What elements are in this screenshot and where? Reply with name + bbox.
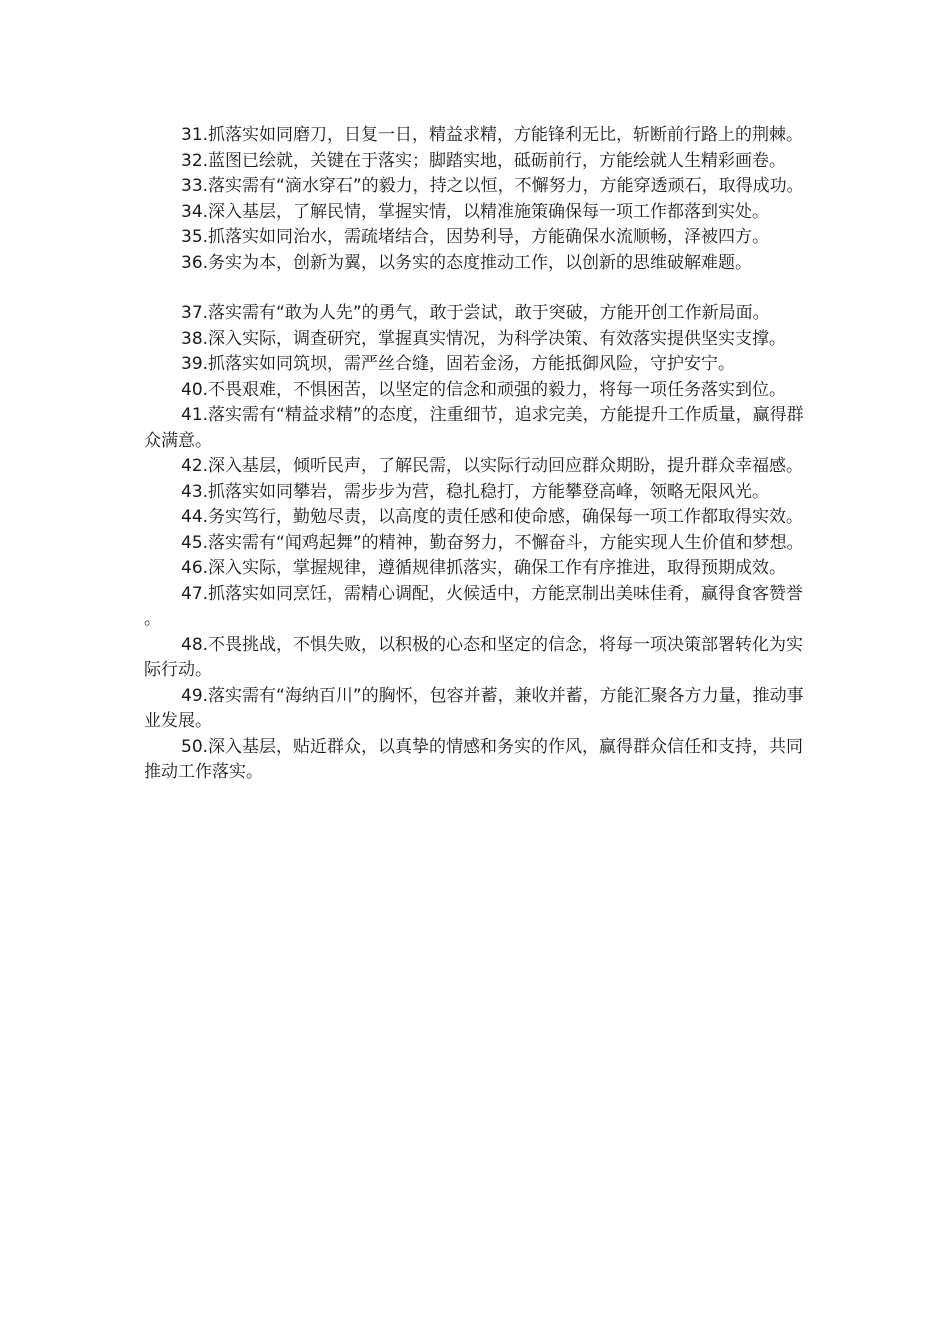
paragraph-43: 43.抓落实如同攀岩，需步步为营，稳扎稳打，方能攀登高峰，领略无限风光。 [181,481,770,502]
paragraph-31: 31.抓落实如同磨刀，日复一日，精益求精，方能锋利无比，斩断前行路上的荆棘。 [181,125,804,145]
paragraph-42: 42.深入基层，倾听民声，了解民需，以实际行动回应群众期盼，提升群众幸福感。 [181,456,804,476]
paragraph-49: 49.落实需有“海纳百川”的胸怀，包容并蓄，兼收并蓄，方能汇聚各方力量，推动事业发展。 [144,685,804,731]
paragraph-48: 48.不畏挑战，不惧失败，以积极的心态和坚定的信念，将每一项决策部署转化为实际行动。 [144,634,804,680]
paragraph-40: 40.不畏艰难，不惧困苦，以坚定的信念和顽强的毅力，将每一项任务落实到位。 [181,379,787,400]
document-body [144,123,820,786]
paragraph-33: 33.落实需有“滴水穿石”的毅力，持之以恒，不懈努力，方能穿透顽石，取得成功。 [181,176,804,196]
paragraph-47: 47.抓落实如同烹饪，需精心调配，火候适中，方能烹制出美味佳肴，赢得食客赞誉。 [144,583,804,629]
paragraph-37: 37.落实需有“敢为人先”的勇气，敢于尝试，敢于突破，方能开创工作新局面。 [181,303,770,323]
paragraph-41: 41.落实需有“精益求精”的态度，注重细节，追求完美，方能提升工作质量，赢得群众满意。 [144,405,804,451]
paragraph-38: 38.深入实际，调查研究，掌握真实情况，为科学决策、有效落实提供坚实支撑。 [181,328,787,349]
paragraph-34: 34.深入基层，了解民情，掌握实情，以精准施策确保每一项工作都落到实处。 [181,201,770,222]
paragraph-50: 50.深入基层，贴近群众，以真挚的情感和务实的作风，赢得群众信任和支持，共同推动工作落实。 [144,736,804,782]
paragraph-45: 45.落实需有“闻鸡起舞”的精神，勤奋努力，不懈奋斗，方能实现人生价值和梦想。 [181,532,804,553]
paragraph-36: 36.务实为本，创新为翼，以务实的态度推动工作，以创新的思维破解难题。 [181,252,753,273]
paragraph-35: 35.抓落实如同治水，需疏堵结合，因势利导，方能确保水流顺畅，泽被四方。 [181,227,770,247]
paragraph-46: 46.深入实际，掌握规律，遵循规律抓落实，确保工作有序推进，取得预期成效。 [181,558,787,578]
paragraph-44: 44.务实笃行，勤勉尽责，以高度的责任感和使命感，确保每一项工作都取得实效。 [181,507,804,527]
paragraph-39: 39.抓落实如同筑坝，需严丝合缝，固若金汤，方能抵御风险，守护安宁。 [181,354,736,374]
paragraph-32: 32.蓝图已绘就，关键在于落实；脚踏实地，砥砺前行，方能绘就人生精彩画卷。 [181,150,787,171]
